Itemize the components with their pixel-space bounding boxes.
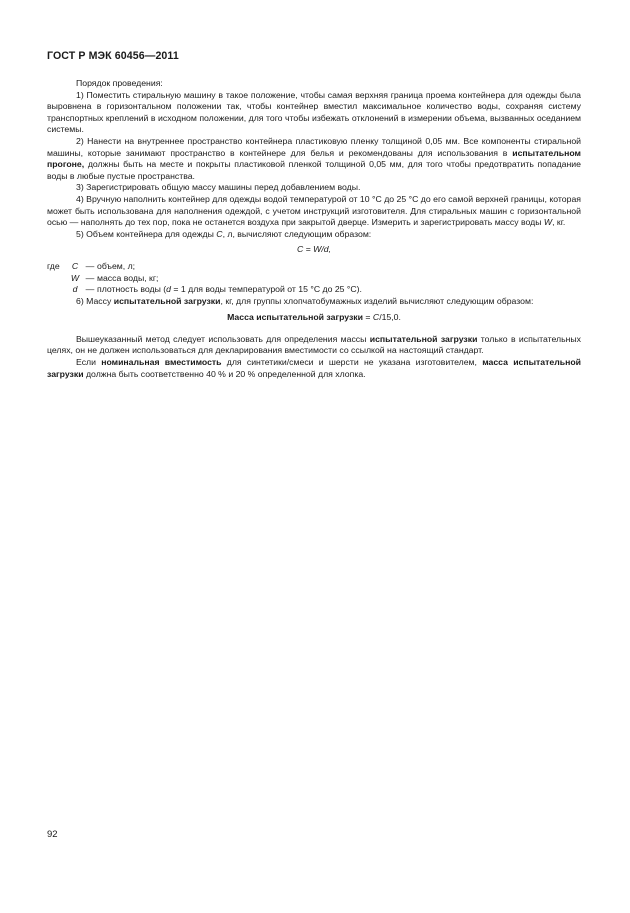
- step-4-text-b: , кг.: [552, 217, 566, 228]
- legend-description: масса воды, кг;: [97, 272, 159, 283]
- step-6-text-b: , кг, для группы хлопчатобумажных изделий вычисляют следующим образом:: [220, 295, 534, 306]
- step-6-text-a: 6) Массу: [76, 295, 114, 306]
- legend-symbol: W: [70, 272, 80, 283]
- legend-row-w: [47, 273, 581, 285]
- paragraph-method-note: Вышеуказанный метод следует использовать для определения массы испытательной загрузки только в испытательных целях, он не должен использоваться для декларирования вместимости со ссылкой на настоящий стандарт.: [47, 333, 582, 356]
- step-5-text-b: , л, вычисляют следующим образом:: [222, 228, 372, 239]
- formula-legend: [47, 261, 581, 296]
- paragraph-intro: Порядок проведения:: [76, 78, 163, 88]
- legend-where: где: [47, 260, 60, 271]
- step-5-text-a: 5) Объем контейнера для одежды: [76, 228, 217, 239]
- legend-symbol: d: [72, 284, 78, 295]
- document-header: ГОСТ Р МЭК 60456—2011: [47, 50, 179, 62]
- term-test-load: испытательной загрузки: [113, 295, 221, 306]
- formula-test-load: Масса испытательной загрузки = С/15,0.: [227, 312, 401, 323]
- symbol-w: W: [543, 217, 553, 228]
- legend-row-d: [47, 284, 581, 296]
- paragraph-step-2: [47, 136, 581, 182]
- paragraph-capacity-note: Если номинальная вместимость для синтетики/смеси и шерсти не указана изготовителем, масса испытательной загрузки должна быть соответственно 40 % и 20 % определенной для хлопка.: [47, 357, 581, 379]
- formula-volume: [47, 244, 581, 256]
- term-test-run: испытательном прогоне,: [47, 147, 581, 170]
- paragraph-step-3: 3) Зарегистрировать общую массу машины перед добавлением воды.: [76, 182, 361, 193]
- step-2-text-a: 2) Нанести на внутреннее пространство контейнера пластиковую пленку толщиной 0,05 мм. Все компоненты стиральной машины, которые занимают пространство в контейнере для белья и рекомендованы для использования в: [47, 135, 581, 158]
- paragraph-step-1: 1) Поместить стиральную машину в такое положение, чтобы самая верхняя граница проема контейнера для одежды была выровнена в горизонтальном положении так, чтобы контейнер вместил максимальное количество воды, сохраняя систему транспортных креплений в исходном положении, для того чтобы избежать отклонений в измерении объема, вызванных оседанием системы.: [47, 89, 581, 135]
- step-4-text-a: 4) Вручную наполнить контейнер для одежды водой температурой от 10 °С до 25 °С до его самой верхней границы, которая может быть использована для наполнения одеждой, с учетом инструкций изготовителя. Для стиральных машин с горизонтальной осью — наполнять до тех пор, пока не останется воздуха при закрытой дверце. Измерить и зарегистрировать массу воды: [47, 193, 581, 228]
- legend-description: плотность воды (d = 1 для воды температурой от 15 °С до 25 °С).: [97, 284, 362, 295]
- legend-dash: —: [85, 272, 95, 283]
- symbol-c: С: [372, 312, 380, 323]
- symbol-c: С: [216, 228, 223, 239]
- formula-test-load-label: Масса испытательной загрузки: [227, 312, 363, 323]
- document-body: [47, 78, 581, 380]
- legend-dash: —: [85, 284, 95, 295]
- paragraph-step-6: [47, 296, 581, 308]
- term-test-load: испытательной загрузки: [369, 333, 478, 344]
- legend-dash: —: [85, 260, 95, 271]
- paragraph-step-4: [47, 194, 581, 229]
- term-rated-capacity: номинальная вместимость: [101, 357, 222, 368]
- paragraph-step-5: [47, 229, 581, 241]
- page-number: 92: [47, 829, 58, 840]
- legend-symbol: С: [71, 260, 79, 271]
- term-test-load-mass: масса испытательной загрузки: [47, 357, 581, 379]
- symbol-d: d: [166, 284, 172, 295]
- formula-volume-text: С = W/d,: [296, 244, 332, 255]
- legend-description: объем, л;: [97, 260, 136, 271]
- step-2-text-b: должны быть на месте и покрыты пластиковой пленкой толщиной 0,05 мм, для того чтобы предотвратить попадание воды в любые пустые пространства.: [47, 159, 581, 181]
- legend-row-c: [47, 261, 581, 273]
